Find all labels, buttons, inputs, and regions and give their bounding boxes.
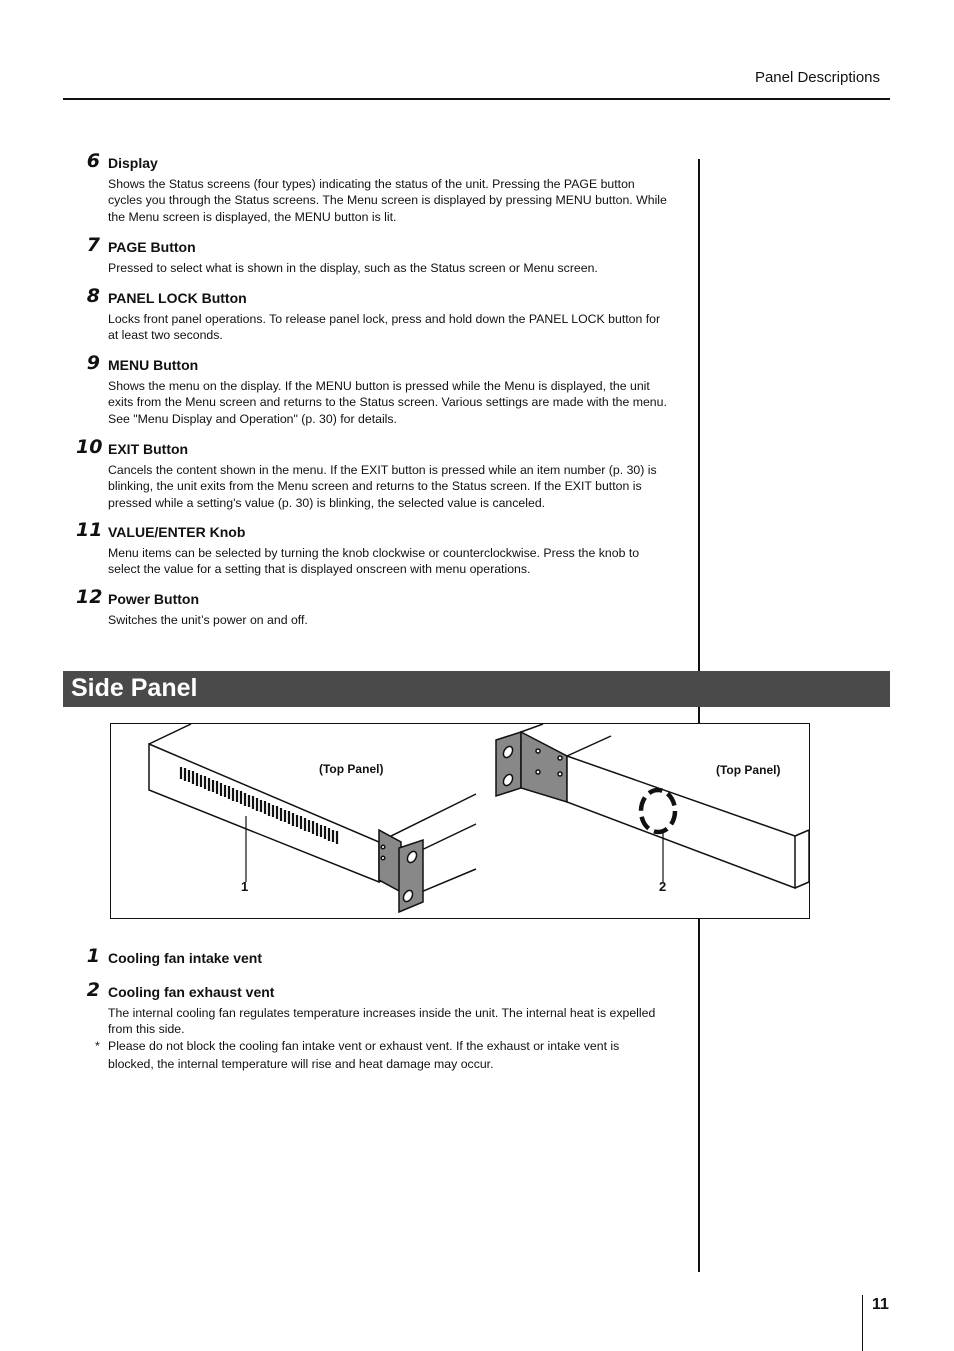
item-number: 2 xyxy=(86,979,100,1001)
top-panel-label-left: (Top Panel) xyxy=(319,762,384,776)
note-text: Please do not block the cooling fan intake vent or exhaust vent. If the exhaust or intake vent is blocked, the internal temperature will rise and heat damage may occur. xyxy=(108,1039,620,1071)
item-title: Power Button xyxy=(108,591,199,607)
list-item xyxy=(86,979,668,1038)
list-item xyxy=(76,519,668,578)
item-number: 1 xyxy=(86,945,100,967)
column-rule xyxy=(698,159,700,671)
item-number: 12 xyxy=(76,586,103,608)
header-rule xyxy=(63,98,890,100)
callout-2: 2 xyxy=(659,879,667,894)
callout-1: 1 xyxy=(241,879,249,894)
list-item xyxy=(86,352,668,427)
item-number: 11 xyxy=(76,519,103,541)
list-item xyxy=(76,436,668,511)
item-title: PAGE Button xyxy=(108,239,196,255)
item-title: PANEL LOCK Button xyxy=(108,290,247,306)
page-number-rule xyxy=(862,1295,863,1351)
item-title: Cooling fan intake vent xyxy=(108,950,263,966)
top-panel-label-right: (Top Panel) xyxy=(716,763,781,777)
list-item xyxy=(76,586,668,628)
column-rule xyxy=(698,707,700,723)
note-asterisk: * xyxy=(95,1039,100,1053)
item-number: 6 xyxy=(86,150,100,172)
item-description: Cancels the content shown in the menu. If the EXIT button is pressed while an item number (p. 30) is blinking, the unit exits from the Menu screen and returns to the Status screen. If the EXIT button is pressed while a setting's value (p. 30) is blinking, the selected value is canceled. xyxy=(108,463,657,510)
item-number: 7 xyxy=(86,234,100,256)
side-panel-illustration xyxy=(110,723,810,919)
column-rule xyxy=(698,919,700,1272)
item-description: Menu items can be selected by turning the knob clockwise or counterclockwise. Press the knob to select the value for a setting that is displayed onscreen with menu operations. xyxy=(108,546,640,577)
rack-unit-drawing xyxy=(111,724,809,918)
item-title: MENU Button xyxy=(108,357,199,373)
page-number: 11 xyxy=(872,1296,889,1313)
item-title: Cooling fan exhaust vent xyxy=(108,984,275,1000)
item-description: Shows the Status screens (four types) indicating the status of the unit. Pressing the PAGE button cycles you through the Status screens. The Menu screen is displayed by pressing MENU button. While the Menu screen is displayed, the MENU button is lit. xyxy=(108,177,667,224)
section-title: Side Panel xyxy=(71,674,198,702)
item-description: Shows the menu on the display. If the MENU button is pressed while the Menu is displayed, the unit exits from the Menu screen and returns to the Status screen. Various settings are made with the menu. See "Menu Display and Operation" (p. 30) for details. xyxy=(108,379,667,426)
caution-note xyxy=(95,1037,655,1073)
item-description: Switches the unit’s power on and off. xyxy=(108,613,308,627)
list-item xyxy=(86,234,668,276)
item-title: EXIT Button xyxy=(108,441,189,457)
running-header: Panel Descriptions xyxy=(754,69,880,86)
section-heading-bar xyxy=(63,671,890,707)
item-description: Locks front panel operations. To release panel lock, press and hold down the PANEL LOCK button for at least two seconds. xyxy=(108,312,661,343)
item-description: The internal cooling fan regulates temperature increases inside the unit. The internal heat is expelled from this side. xyxy=(108,1006,656,1037)
item-number: 10 xyxy=(76,436,103,458)
item-title: VALUE/ENTER Knob xyxy=(108,524,246,540)
item-title: Display xyxy=(108,155,158,171)
list-item xyxy=(86,285,668,344)
item-number: 9 xyxy=(86,352,100,374)
list-item xyxy=(86,150,668,225)
item-description: Pressed to select what is shown in the display, such as the Status screen or Menu screen. xyxy=(108,261,598,275)
item-number: 8 xyxy=(86,285,100,307)
list-item xyxy=(86,945,668,967)
